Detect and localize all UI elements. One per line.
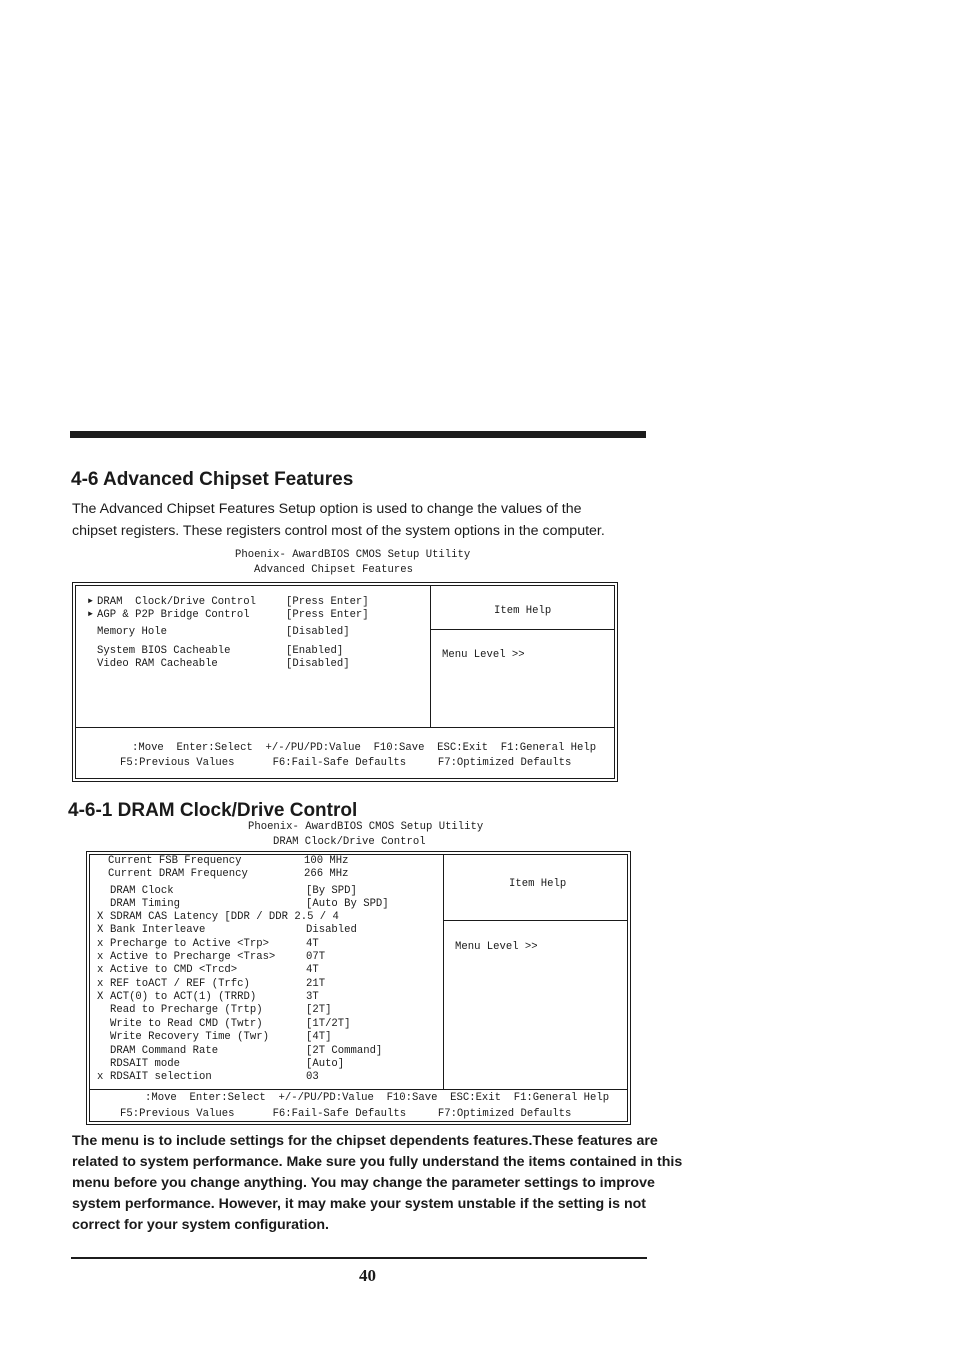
setting-label: RDSAIT selection — [110, 1071, 212, 1083]
setting-label: Precharge to Active <Trp> — [110, 938, 269, 950]
setting-value: Disabled — [306, 924, 357, 936]
setting-value[interactable]: [2T Command] — [306, 1045, 383, 1057]
setting-value[interactable]: [Disabled] — [286, 658, 350, 670]
summary-line: system performance. However, it may make your system unstable if the setting is not — [72, 1196, 646, 1212]
section-divider — [70, 431, 646, 438]
setting-value[interactable]: [Press Enter] — [286, 609, 369, 621]
setting-value: 21T — [306, 978, 326, 990]
summary-line: menu before you change anything. You may change the parameter settings to improve — [72, 1175, 655, 1191]
bios-screen-dram-clock — [86, 851, 631, 1125]
footer-divider — [90, 1089, 628, 1090]
unavailable-marker: X — [97, 991, 104, 1003]
bios-title: Phoenix- AwardBIOS CMOS Setup Utility — [248, 821, 484, 833]
unavailable-marker: x — [97, 964, 104, 976]
setting-value: 03 — [306, 1071, 319, 1083]
setting-value[interactable]: [4T] — [306, 1031, 332, 1043]
setting-value[interactable]: [Disabled] — [286, 626, 350, 638]
setting-value: 07T — [306, 951, 326, 963]
submenu-arrow-icon: ► — [88, 610, 93, 619]
setting-label: Bank Interleave — [110, 924, 206, 936]
item-help-label: Item Help — [509, 878, 567, 890]
unavailable-marker: X — [97, 924, 104, 936]
help-divider — [430, 586, 431, 727]
setting-value: 4T — [306, 938, 319, 950]
bios-screen-advanced-chipset — [72, 582, 618, 782]
summary-line: related to system performance. Make sure you fully understand the items contained in this — [72, 1154, 683, 1170]
help-divider — [443, 855, 444, 1089]
unavailable-marker: x — [97, 951, 104, 963]
setting-label: DRAM Command Rate — [110, 1045, 219, 1057]
setting-label: RDSAIT mode — [110, 1058, 180, 1070]
setting-label: Memory Hole — [97, 626, 167, 638]
subsection-heading: 4-6-1 DRAM Clock/Drive Control — [68, 800, 358, 821]
summary-line: correct for your system configuration. — [72, 1217, 330, 1233]
menu-level-label: Menu Level >> — [455, 941, 538, 953]
footer-keys-secondary: F5:Previous Values F6:Fail-Safe Defaults F7:Optimized Defaults — [120, 1108, 572, 1120]
setting-label: Active to Precharge <Tras> — [110, 951, 276, 963]
page-number: 40 — [359, 1266, 376, 1285]
setting-value[interactable]: [Enabled] — [286, 645, 344, 657]
setting-value[interactable]: [2T] — [306, 1004, 332, 1016]
footer-divider — [76, 727, 615, 728]
bios-subtitle: DRAM Clock/Drive Control — [273, 836, 426, 848]
setting-value[interactable]: 266 MHz — [304, 868, 349, 880]
setting-label: DRAM Clock/Drive Control — [97, 596, 256, 608]
item-help-label: Item Help — [494, 605, 552, 617]
unavailable-marker: x — [97, 1071, 104, 1083]
setting-value[interactable]: [1T/2T] — [306, 1018, 351, 1030]
setting-label: ACT(0) to ACT(1) (TRRD) — [110, 991, 257, 1003]
setting-label: Active to CMD <Trcd> — [110, 964, 238, 976]
footer-keys: :Move Enter:Select +/-/PU/PD:Value F10:Save ESC:Exit F1:General Help — [132, 742, 597, 754]
setting-label: System BIOS Cacheable — [97, 645, 231, 657]
unavailable-marker: x — [97, 938, 104, 950]
setting-label: REF toACT / REF (Trfc) — [110, 978, 250, 990]
intro-paragraph — [72, 499, 632, 542]
setting-label: AGP & P2P Bridge Control — [97, 609, 250, 621]
setting-value[interactable]: [By SPD] — [306, 885, 357, 897]
setting-value[interactable]: [Auto] — [306, 1058, 345, 1070]
unavailable-marker: x — [97, 978, 104, 990]
setting-label: Current FSB Frequency — [108, 855, 242, 867]
summary-paragraph — [72, 1131, 702, 1236]
bios-title: Phoenix- AwardBIOS CMOS Setup Utility — [235, 549, 471, 561]
section-heading: 4-6 Advanced Chipset Features — [71, 469, 354, 490]
intro-line: chipset registers. These registers control most of the system options in the computer. — [72, 522, 605, 539]
setting-value: 3T — [306, 991, 319, 1003]
summary-line: The menu is to include settings for the chipset dependents features.These features are — [72, 1133, 658, 1149]
menu-level-label: Menu Level >> — [442, 649, 525, 661]
setting-label: SDRAM CAS Latency [DDR / DDR 2.5 / 4 — [110, 911, 339, 923]
setting-value[interactable]: [Auto By SPD] — [306, 898, 389, 910]
footer-keys-secondary: F5:Previous Values F6:Fail-Safe Defaults F7:Optimized Defaults — [120, 757, 572, 769]
unavailable-marker: X — [97, 911, 104, 923]
setting-label: Read to Precharge (Trtp) — [110, 1004, 263, 1016]
setting-label: Video RAM Cacheable — [97, 658, 218, 670]
help-header-divider — [444, 920, 628, 921]
setting-value: 4T — [306, 964, 319, 976]
bios-subtitle: Advanced Chipset Features — [254, 564, 413, 576]
setting-label: DRAM Timing — [110, 898, 180, 910]
setting-label: DRAM Clock — [110, 885, 174, 897]
setting-value[interactable]: 100 MHz — [304, 855, 349, 867]
setting-value[interactable]: [Press Enter] — [286, 596, 369, 608]
setting-label: Current DRAM Frequency — [108, 868, 248, 880]
submenu-arrow-icon: ► — [88, 597, 93, 606]
intro-line: The Advanced Chipset Features Setup option is used to change the values of the — [72, 501, 582, 517]
footer-keys: :Move Enter:Select +/-/PU/PD:Value F10:Save ESC:Exit F1:General Help — [145, 1092, 610, 1104]
help-header-divider — [431, 629, 615, 630]
setting-label: Write Recovery Time (Twr) — [110, 1031, 269, 1043]
footer-divider-rule — [71, 1257, 647, 1259]
setting-label: Write to Read CMD (Twtr) — [110, 1018, 263, 1030]
